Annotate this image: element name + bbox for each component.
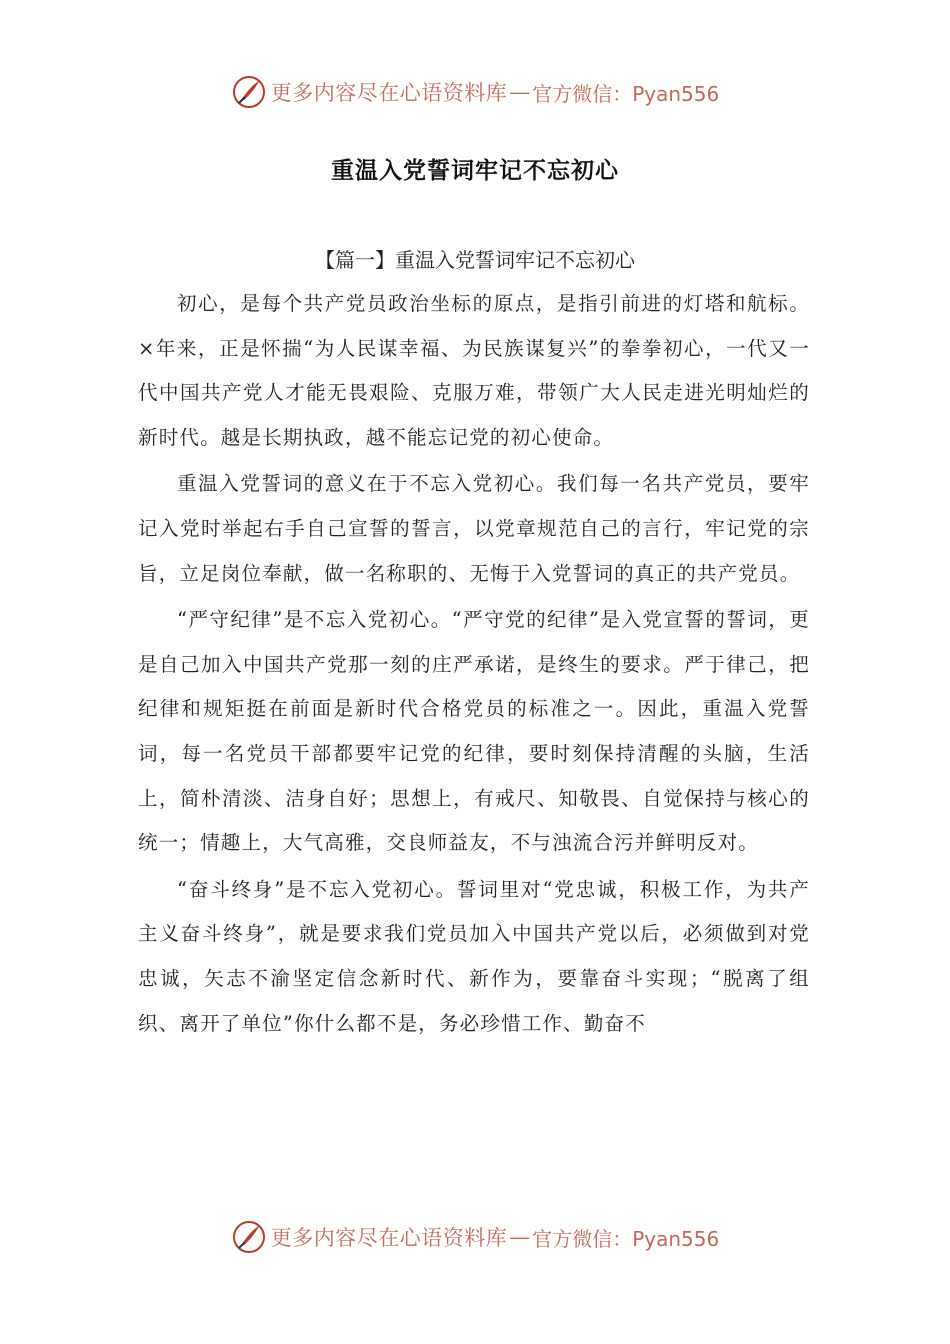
feather-pen-logo-icon	[231, 1219, 267, 1255]
feather-pen-logo-icon	[231, 74, 267, 110]
paragraph-1: 初心，是每个共产党员政治坐标的原点，是指引前进的灯塔和航标。×年来，正是怀揣“为人民谋幸福、为民族谋复兴”的拳拳初心，一代又一代中国共产党人才能无畏艰险、克服万难，带领广大人民走进光明灿烂的新时代。越是长期执政，越不能忘记党的初心使命。	[138, 292, 810, 449]
section-heading: 【篇一】重温入党誓词牢记不忘初心	[315, 248, 635, 272]
document-body	[138, 282, 810, 1048]
paragraph-2: 重温入党誓词的意义在于不忘入党初心。我们每一名共产党员，要牢记入党时举起右手自己宣誓的誓言，以党章规范自己的言行，牢记党的宗旨，立足岗位奉献，做一名称职的、无悔于入党誓词的真正的共产党员。	[138, 472, 810, 585]
footer-banner	[0, 1217, 950, 1257]
header-banner	[0, 72, 950, 112]
banner-contact: 官方微信：Pyan556	[532, 81, 720, 106]
paragraph-4: “奋斗终身”是不忘入党初心。誓词里对“党忠诚，积极工作，为共产主义奋斗终身”，就是要求我们党员加入中国共产党以后，必须做到对党忠诚，矢志不渝坚定信念新时代、新作为，要靠奋斗实现；“脱离了组织、离开了单位”你什么都不是，务必珍惜工作、勤奋不	[138, 877, 810, 1035]
banner-separator: —	[509, 80, 531, 104]
document-title: 重温入党誓词牢记不忘初心	[331, 158, 619, 184]
banner-text: 更多内容尽在心语资料库	[270, 81, 508, 105]
banner-contact: 官方微信：Pyan556	[532, 1226, 720, 1251]
paragraph-3: “严守纪律”是不忘入党初心。“严守党的纪律”是入党宣誓的誓词，更是自己加入中国共产党那一刻的庄严承诺，是终生的要求。严于律己，把纪律和规矩挺在前面是新时代合格党员的标准之一。因此，重温入党誓词，每一名党员干部都要牢记党的纪律，要时刻保持清醒的头脑，生活上，简朴清淡、洁身自好；思想上，有戒尺、知敬畏、自觉保持与核心的统一；情趣上，大气高雅，交良师益友，不与浊流合污并鲜明反对。	[138, 608, 810, 855]
banner-separator: —	[509, 1225, 531, 1249]
banner-text: 更多内容尽在心语资料库	[270, 1226, 508, 1250]
